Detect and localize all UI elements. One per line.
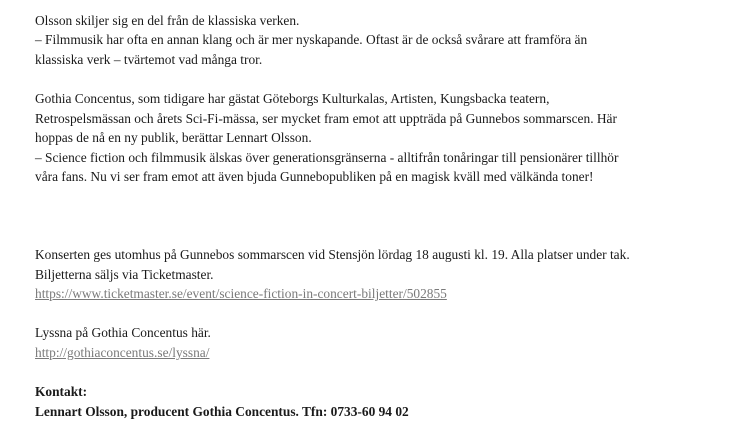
text-line: våra fans. Nu vi ser fram emot att även bjuda Gunnebopubliken på en magisk kväll med välkända toner! [35, 169, 594, 185]
text-line: Gothia Concentus, som tidigare har gästat Göteborgs Kulturkalas, Artisten, Kungsbacka teatern, [35, 90, 550, 106]
paragraph-classical-comparison [35, 11, 725, 70]
contact-heading: Kontakt: [35, 384, 88, 400]
text-line: Lyssna på Gothia Concentus här. [35, 325, 211, 341]
document-page [35, 0, 725, 421]
paragraph-listen [35, 323, 725, 362]
paragraph-spacer [35, 363, 725, 383]
text-line: Retrospelsmässan och årets Sci-Fi-mässa, ser mycket fram emot att uppträda på Gunnebos sommarscen. Här [35, 110, 617, 126]
text-line: klassiska verk – tvärtemot vad många tror. [35, 51, 263, 67]
text-line: Konserten ges utomhus på Gunnebos sommarscen vid Stensjön lördag 18 augusti kl. 19. Alla platser under tak. [35, 246, 630, 262]
paragraph-spacer [35, 187, 725, 245]
text-line: hoppas de nå en ny publik, berättar Lennart Olsson. [35, 130, 312, 146]
paragraph-spacer [35, 69, 725, 89]
paragraph-concert-info [35, 245, 725, 304]
partial-top-line [35, 0, 725, 11]
paragraph-gothia-concentus [35, 89, 725, 187]
paragraph-spacer [35, 304, 725, 324]
text-line: Biljetterna säljs via Ticketmaster. [35, 266, 214, 282]
ticketmaster-link[interactable]: https://www.ticketmaster.se/event/science-fiction-in-concert-biljetter/502855 [35, 286, 447, 302]
gothia-listen-link[interactable]: http://gothiaconcentus.se/lyssna/ [35, 344, 210, 360]
text-line: Olsson skiljer sig en del från de klassiska verken. [35, 12, 300, 28]
text-line: – Science fiction och filmmusik älskas över generationsgränserna - alltifrån tonåringar till pensionärer tillhör [35, 149, 619, 165]
contact-section [35, 382, 725, 421]
text-line: – Filmmusik har ofta en annan klang och är mer nyskapande. Oftast är de också svårare att framföra än [35, 32, 588, 48]
contact-details: Lennart Olsson, producent Gothia Concentus. Tfn: 0733-60 94 02 [35, 403, 409, 419]
